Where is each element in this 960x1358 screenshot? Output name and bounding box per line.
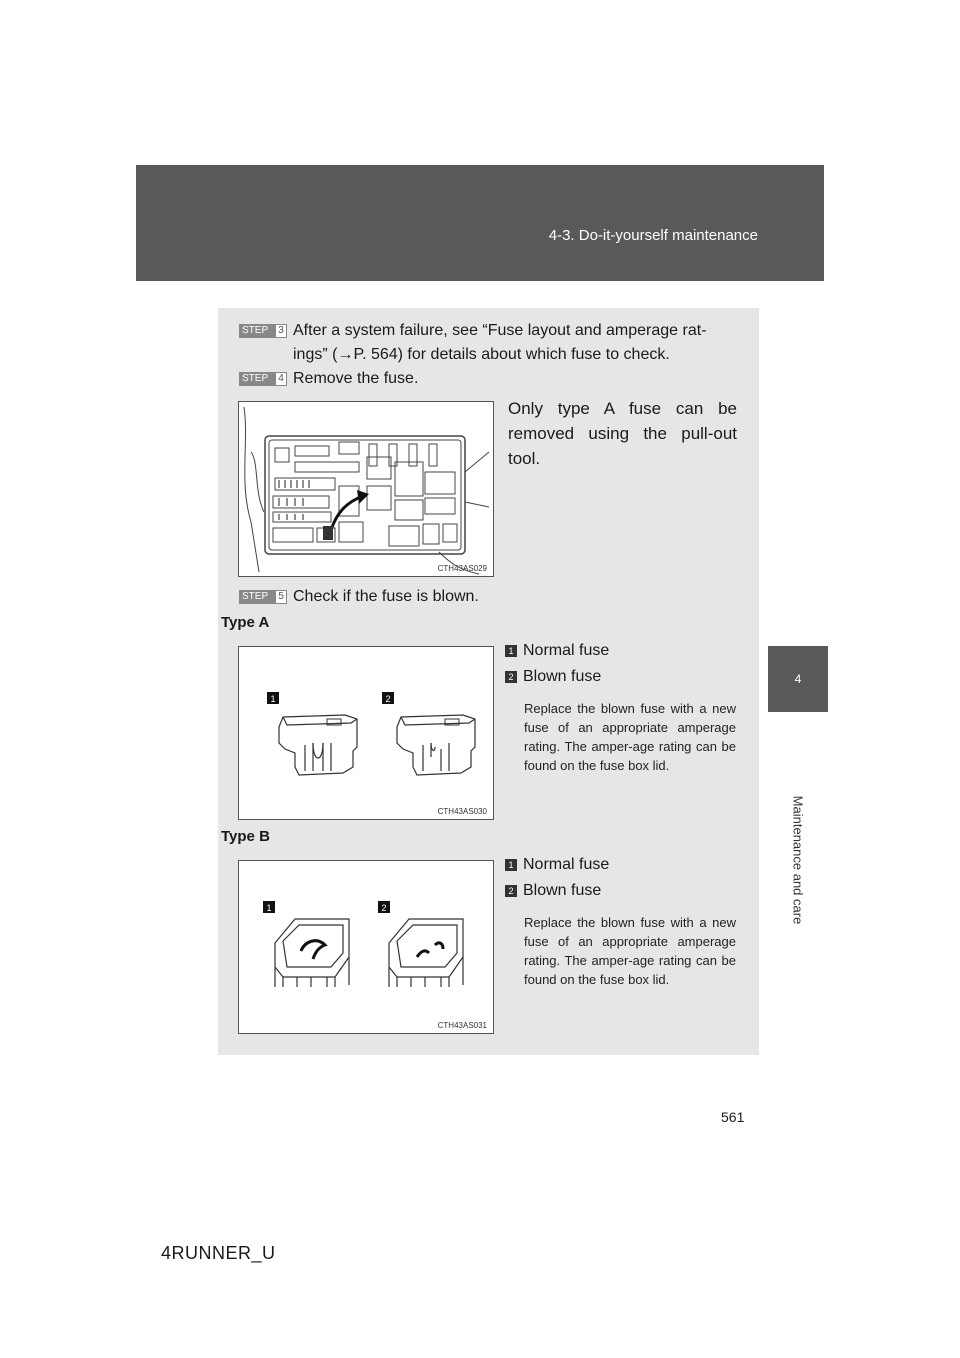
chapter-tab — [768, 646, 828, 712]
type-b-heading: Type B — [221, 828, 270, 845]
fuse-box-illustration — [239, 402, 493, 576]
step-badge: STEP 3 — [239, 324, 287, 338]
header-band — [136, 165, 824, 281]
step-5-text: Check if the fuse is blown. — [293, 588, 479, 605]
type-b-note: Replace the blown fuse with a new fuse of an appropriate amperage rating. The amper-age rating can be found on the fuse box lid. — [524, 915, 736, 987]
type-b-item-normal: 1 Normal fuse — [505, 856, 609, 874]
step-4-note: Only type A fuse can be removed using the pull-out tool. — [508, 399, 737, 468]
type-a-note: Replace the blown fuse with a new fuse of an appropriate amperage rating. The amper-age rating can be found on the fuse box lid. — [524, 701, 736, 773]
chapter-number: 4 — [794, 672, 802, 686]
type-b-fuse-illustration — [239, 861, 493, 1033]
type-a-fuse-illustration — [239, 647, 493, 819]
marker-2: 2 — [505, 671, 517, 683]
type-a-figure — [238, 646, 494, 820]
marker-1: 1 — [505, 859, 517, 871]
step-badge: STEP 4 — [239, 372, 287, 386]
svg-text:2: 2 — [385, 694, 391, 704]
page-number: 561 — [721, 1109, 745, 1125]
step-badge: STEP 5 — [239, 590, 287, 604]
step-5 — [239, 586, 479, 608]
svg-text:1: 1 — [266, 903, 272, 913]
fuse-box-figure — [238, 401, 494, 577]
step-3 — [239, 320, 754, 342]
step-3-text-line2: ings” (→P. 564) for details about which fuse to check. — [293, 346, 670, 363]
type-a-item-normal: 1 Normal fuse — [505, 642, 609, 660]
figure-code: CTH43AS031 — [437, 1021, 487, 1030]
step-3-text-line1: After a system failure, see “Fuse layout and amperage rat- — [293, 322, 707, 339]
figure-code: CTH43AS030 — [437, 807, 487, 816]
type-b-item-blown: 2 Blown fuse — [505, 882, 601, 900]
document-code: 4RUNNER_U — [161, 1243, 276, 1263]
step-4-text: Remove the fuse. — [293, 370, 419, 387]
content-panel — [218, 308, 759, 1055]
figure-code: CTH43AS029 — [437, 564, 487, 573]
section-title: 4-3. Do-it-yourself maintenance — [548, 227, 758, 244]
type-a-heading: Type A — [221, 614, 270, 631]
type-a-item-blown: 2 Blown fuse — [505, 668, 601, 686]
marker-1: 1 — [505, 645, 517, 657]
type-b-figure — [238, 860, 494, 1034]
chapter-title: Maintenance and care — [790, 795, 806, 925]
step-4 — [239, 368, 418, 390]
svg-text:1: 1 — [270, 694, 276, 704]
marker-2: 2 — [505, 885, 517, 897]
svg-text:2: 2 — [381, 903, 387, 913]
